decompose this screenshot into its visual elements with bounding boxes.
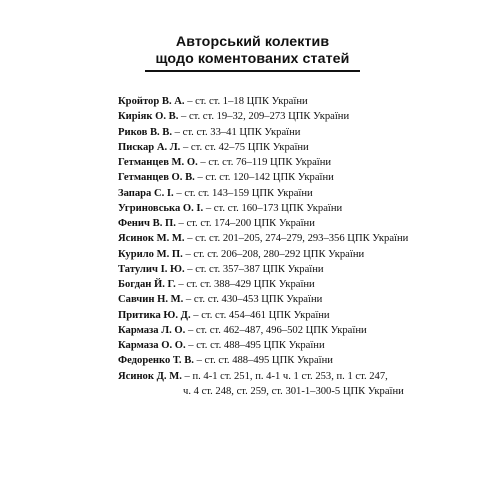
author-articles: – ст. ст. 201–205, 274–279, 293–356 ЦПК України [184,233,409,245]
author-name: Ясинок Д. М. [118,370,182,382]
page-heading [145,34,360,72]
author-entry [118,308,498,323]
author-articles: – ст. ст. 174–200 ЦПК України [175,218,315,229]
author-entry [118,262,498,277]
author-entry [118,323,498,338]
author-name: Запара С. І. [118,187,174,199]
author-entry [118,338,498,353]
author-name: Киріяк О. В. [118,111,179,123]
author-name: Риков В. В. [118,126,173,138]
author-articles: – ст. ст. 76–119 ЦПК України [197,157,332,168]
author-entry [118,247,498,262]
author-articles: – ст. ст. 462–487, 496–502 ЦПК України [185,324,367,336]
author-name: Савчин Н. М. [118,294,184,306]
author-entry [118,170,498,185]
author-entry [118,231,498,246]
author-articles: – ст. ст. 1–18 ЦПК України [184,96,308,107]
authors-list [118,94,498,399]
author-entry [118,353,498,368]
author-name: Пискар А. Л. [118,141,181,153]
author-name: Федоренко Т. В. [118,355,194,367]
author-name: Татулич І. Ю. [118,263,185,275]
author-articles: – ст. ст. 33–41 ЦПК України [172,126,301,138]
author-entry [118,292,498,307]
author-articles: – ст. ст. 206–208, 280–292 ЦПК України [182,248,365,260]
author-articles: – ст. ст. 42–75 ЦПК України [180,141,309,153]
author-articles: – ст. ст. 357–387 ЦПК України [184,263,324,275]
author-name: Кройтор В. А. [118,96,185,107]
author-articles: – ст. ст. 160–173 ЦПК України [203,202,343,214]
heading-line-2: щодо коментованих статей [155,51,350,67]
author-name: Угриновська О. І. [118,202,204,214]
author-articles: – ст. ст. 143–159 ЦПК України [173,187,313,199]
author-entry [118,186,498,201]
author-name: Кармаза О. О. [118,340,186,351]
author-entry [118,94,498,109]
author-articles: – ст. ст. 430–453 ЦПК України [183,294,323,306]
author-name: Гетманцев М. О. [118,157,198,168]
author-entry [118,369,498,384]
author-entry [118,125,498,140]
author-name: Курило М. П. [118,248,183,260]
author-articles: – ст. ст. 488–495 ЦПК України [185,340,325,351]
author-name: Богдан Й. Г. [118,279,176,290]
author-articles: – ст. ст. 120–142 ЦПК України [194,172,334,184]
author-articles: – ст. ст. 488–495 ЦПК України [193,355,333,367]
author-entry [118,201,498,216]
author-name: Кармаза Л. О. [118,324,186,336]
author-name: Притика Ю. Д. [118,309,191,321]
author-entry-continuation: ч. 4 ст. 248, ст. 259, ст. 301-1–300-5 ЦПК України [183,385,404,397]
author-articles: – п. 4-1 ст. 251, п. 4-1 ч. 1 ст. 253, п. 1 ст. 247, [181,370,388,382]
author-entry [118,277,498,292]
author-articles: – ст. ст. 388–429 ЦПК України [175,279,315,290]
author-name: Гетманцев О. В. [118,172,195,184]
author-entry [118,109,498,124]
author-entry [118,155,498,170]
author-name: Фенич В. П. [118,218,176,229]
author-articles: – ст. ст. 454–461 ЦПК України [190,309,330,321]
heading-line-1: Авторський колектив [175,34,330,50]
author-entry [118,140,498,155]
author-entry [118,216,498,231]
author-name: Ясинок М. М. [118,233,185,245]
author-articles: – ст. ст. 19–32, 209–273 ЦПК України [178,111,350,123]
